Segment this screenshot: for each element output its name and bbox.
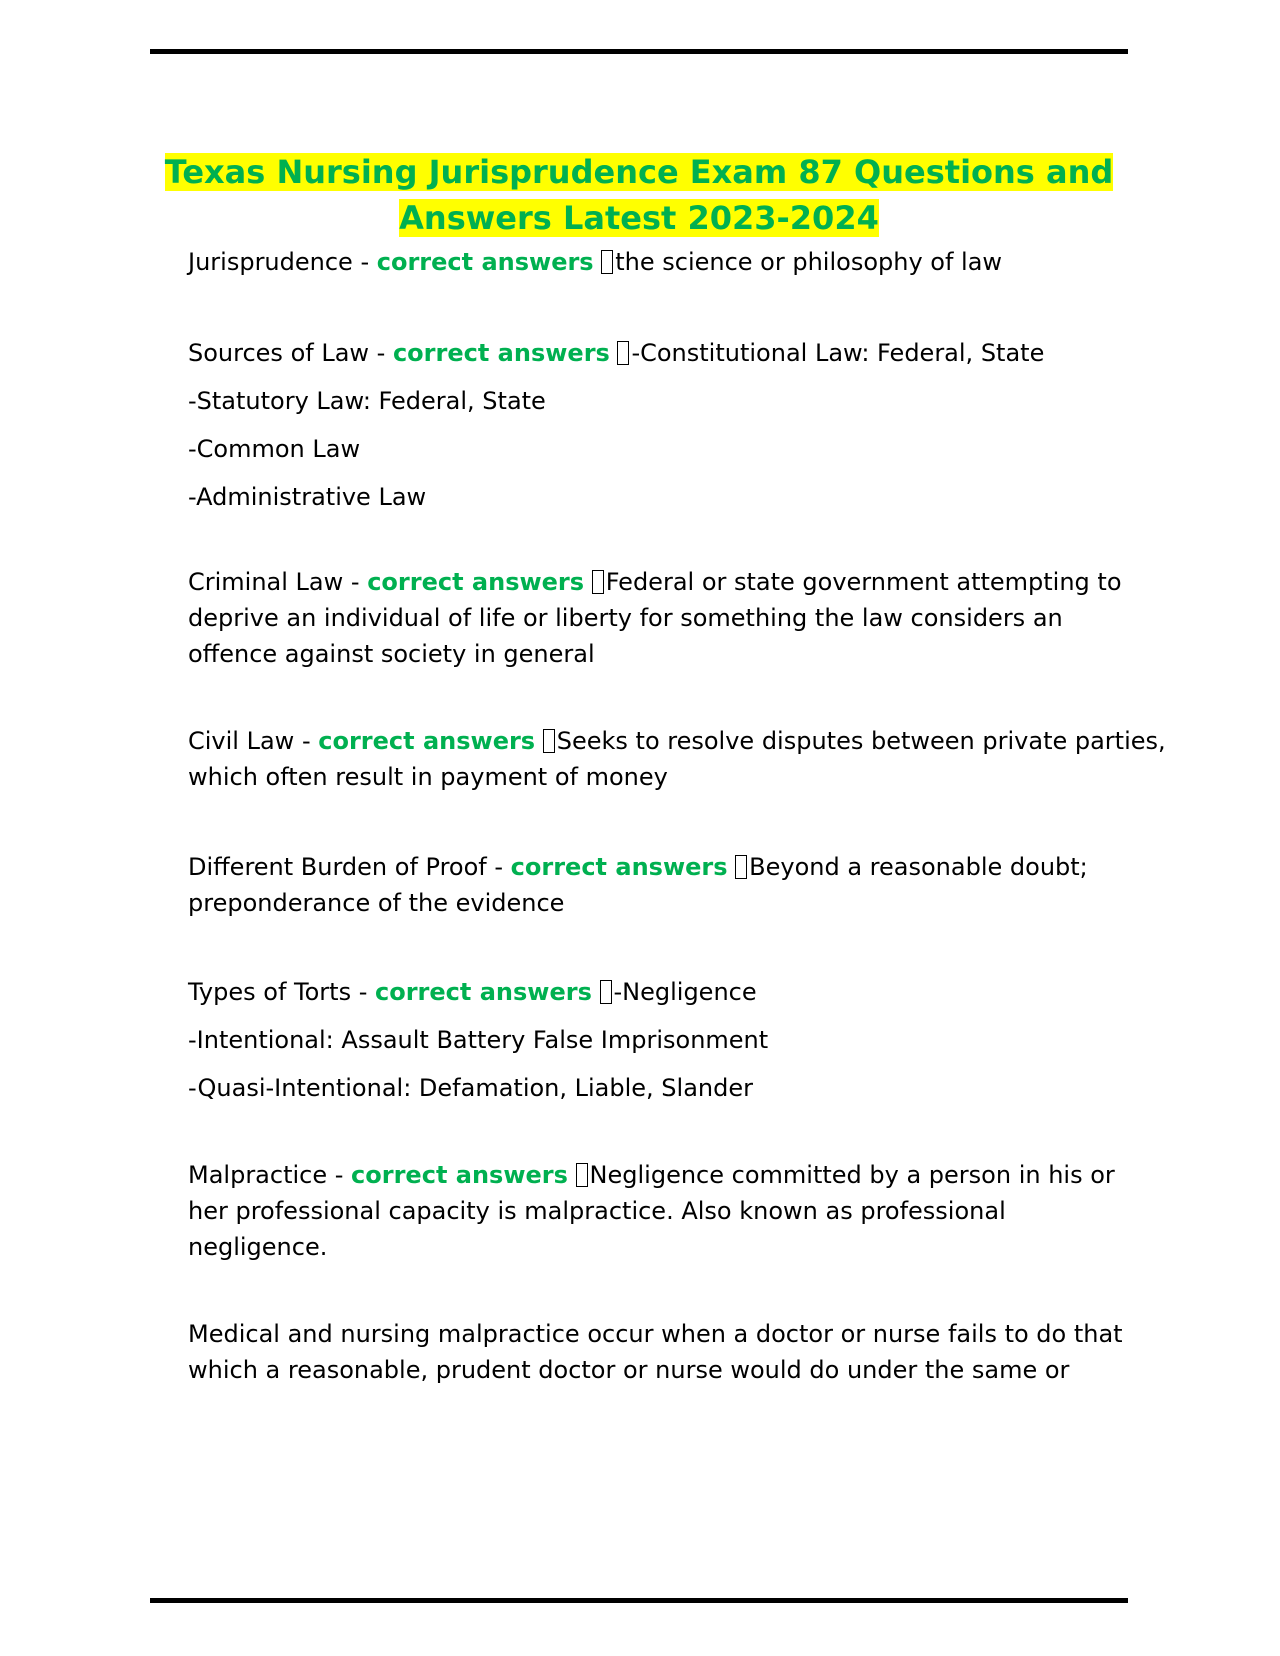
answer-label: correct answers [367,568,585,596]
missing-glyph-icon [592,570,604,594]
entry-answer-continued: which often result in payment of money [188,763,668,791]
missing-glyph-icon [735,855,747,879]
entry-answer: -Constitutional Law: Federal, State [631,339,1045,367]
entry-answer: the science or philosophy of law [615,248,1003,276]
paragraph-line: Medical and nursing malpractice occur when a doctor or nurse fails to do that [188,1320,1123,1348]
answer-list-item: -Common Law [188,435,361,463]
missing-glyph-icon [543,729,555,753]
entry-answer-continued: offence against society in general [188,640,595,668]
bottom-rule [150,1598,1128,1603]
closing-paragraph [188,1316,1128,1388]
entry-sources-of-law: Sources of Law - correct answers -Constitutional Law: Federal, State -Statutory Law: Federal, State -Common Law -Administrative Law [188,335,1128,515]
entry-answer: Negligence committed by a person in his or [589,1161,1115,1189]
answer-label: correct answers [376,248,594,276]
document-title [150,149,1128,241]
entry-term: Sources of Law [188,339,370,367]
entry-answer: Federal or state government attempting to [605,568,1122,596]
paragraph-line: which a reasonable, prudent doctor or nurse would do under the same or [188,1356,1070,1384]
answer-label: correct answers [392,339,610,367]
top-rule [150,49,1128,54]
entry-term: Criminal Law [188,568,344,596]
entry-answer-continued: preponderance of the evidence [188,889,565,917]
entry-types-of-torts: Types of Torts - correct answers -Negligence -Intentional: Assault Battery False Imprisonment -Quasi-Intentional: Defamation, Liable, Slander [188,974,1128,1106]
missing-glyph-icon [576,1163,588,1187]
entry-answer: Beyond a reasonable doubt; [749,853,1088,881]
entry-answer-continued: deprive an individual of life or liberty for something the law considers an [188,604,1063,632]
answer-list-item: -Statutory Law: Federal, State [188,387,546,415]
entry-criminal-law: Criminal Law - correct answers Federal or state government attempting to deprive an individual of life or liberty for something the law considers an offence against society in general [188,564,1128,672]
answer-label: correct answers [351,1161,568,1189]
missing-glyph-icon [600,980,612,1004]
missing-glyph-icon [617,341,629,365]
entry-civil-law: Civil Law - correct answers Seeks to resolve disputes between private parties, which often result in payment of money [188,723,1128,795]
entry-jurisprudence: Jurisprudence - correct answers the science or philosophy of law [188,248,1003,276]
entry-answer: -Negligence [613,978,757,1006]
entry-term: Jurisprudence [188,248,353,276]
entry-answer-continued: her professional capacity is malpractice. Also known as professional [188,1197,1006,1225]
answer-label: correct answers [375,978,592,1006]
answer-label: correct answers [510,853,728,881]
entry-answer: Seeks to resolve disputes between private parties, [556,727,1166,755]
entry-answer-continued: negligence. [188,1233,328,1261]
missing-glyph-icon [601,250,613,274]
answer-label: correct answers [318,727,536,755]
answer-list-item: -Quasi-Intentional: Defamation, Liable, Slander [188,1074,753,1102]
entry-malpractice: Malpractice - correct answers Negligence committed by a person in his or her professional capacity is malpractice. Also known as professional negligence. [188,1157,1128,1265]
title-line-2: Answers Latest 2023-2024 [399,199,879,237]
answer-list-item: -Intentional: Assault Battery False Imprisonment [188,1026,769,1054]
entry-term: Civil Law [188,727,295,755]
entry-term: Different Burden of Proof [188,853,487,881]
entry-term: Types of Torts [188,978,352,1006]
entry-term: Malpractice [188,1161,328,1189]
answer-list-item: -Administrative Law [188,483,427,511]
title-line-1: Texas Nursing Jurisprudence Exam 87 Questions and [164,153,1114,191]
entry-burden-of-proof: Different Burden of Proof - correct answers Beyond a reasonable doubt; preponderance of the evidence [188,849,1128,921]
